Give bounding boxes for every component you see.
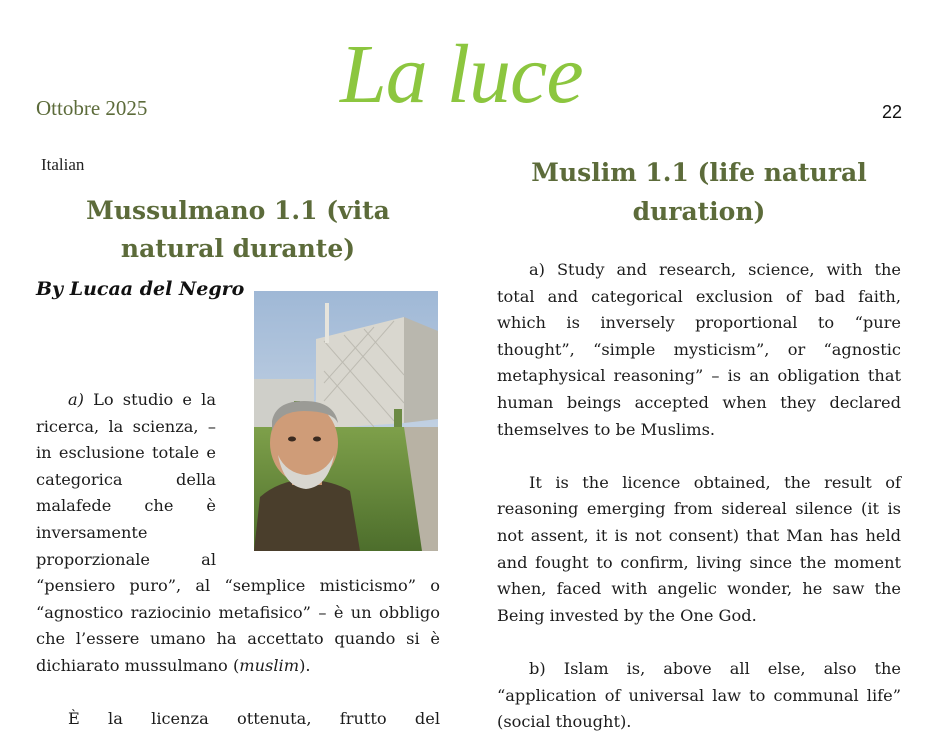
article-body-italian [36,387,440,733]
paragraph-label: a) [68,390,84,409]
article-title-italian: Mussulmano 1.1 (vita natural durante) [86,196,390,263]
issue-date: Ottobre 2025 [36,96,148,120]
language-label: Italian [41,155,85,174]
paragraph-licence-english: It is the licence obtained, the result of reasoning emerging from sidereal silence (it is not assent, it is not consent) that Man has held and fought to confirm, living since the moment when, faced with angelic wonder, he saw the Being invested by the One God. [497,472,901,625]
page-number: 22 [881,102,902,122]
article-title-english: Muslim 1.1 (life natural duration) [531,158,867,226]
paragraph-a-english: a) Study and research, science, with the total and categorical exclusion of bad faith, which is inversely proportional to “pure thought”, “simple mysticism”, or “agnostic metaphysical reasoning” – is an obligation that human beings accepted when they declared themselves to be Muslims. [497,260,901,439]
paragraph-a-italian: a) Lo studio e la ricerca, la scienza, – in esclusione totale e categorica della malafede che è inversamente proporzionale al “pensiero puro”, al “semplice misticismo” o “agnostico raziocinio metafisico” – è un obbligo che l’essere umano ha accettato quando si è dichiarato mussulmano (muslim). [36,390,440,675]
paragraph-b-english: b) Islam is, above all else, also the “application of universal law to communal life” (social thought). [497,658,901,732]
author-byline: By Lucaa del Negro [36,278,245,300]
paragraph-b-italian: È la licenza ottenuta, frutto del [68,709,440,729]
article-body-english [497,257,901,736]
masthead-logo: La luce [340,28,583,121]
